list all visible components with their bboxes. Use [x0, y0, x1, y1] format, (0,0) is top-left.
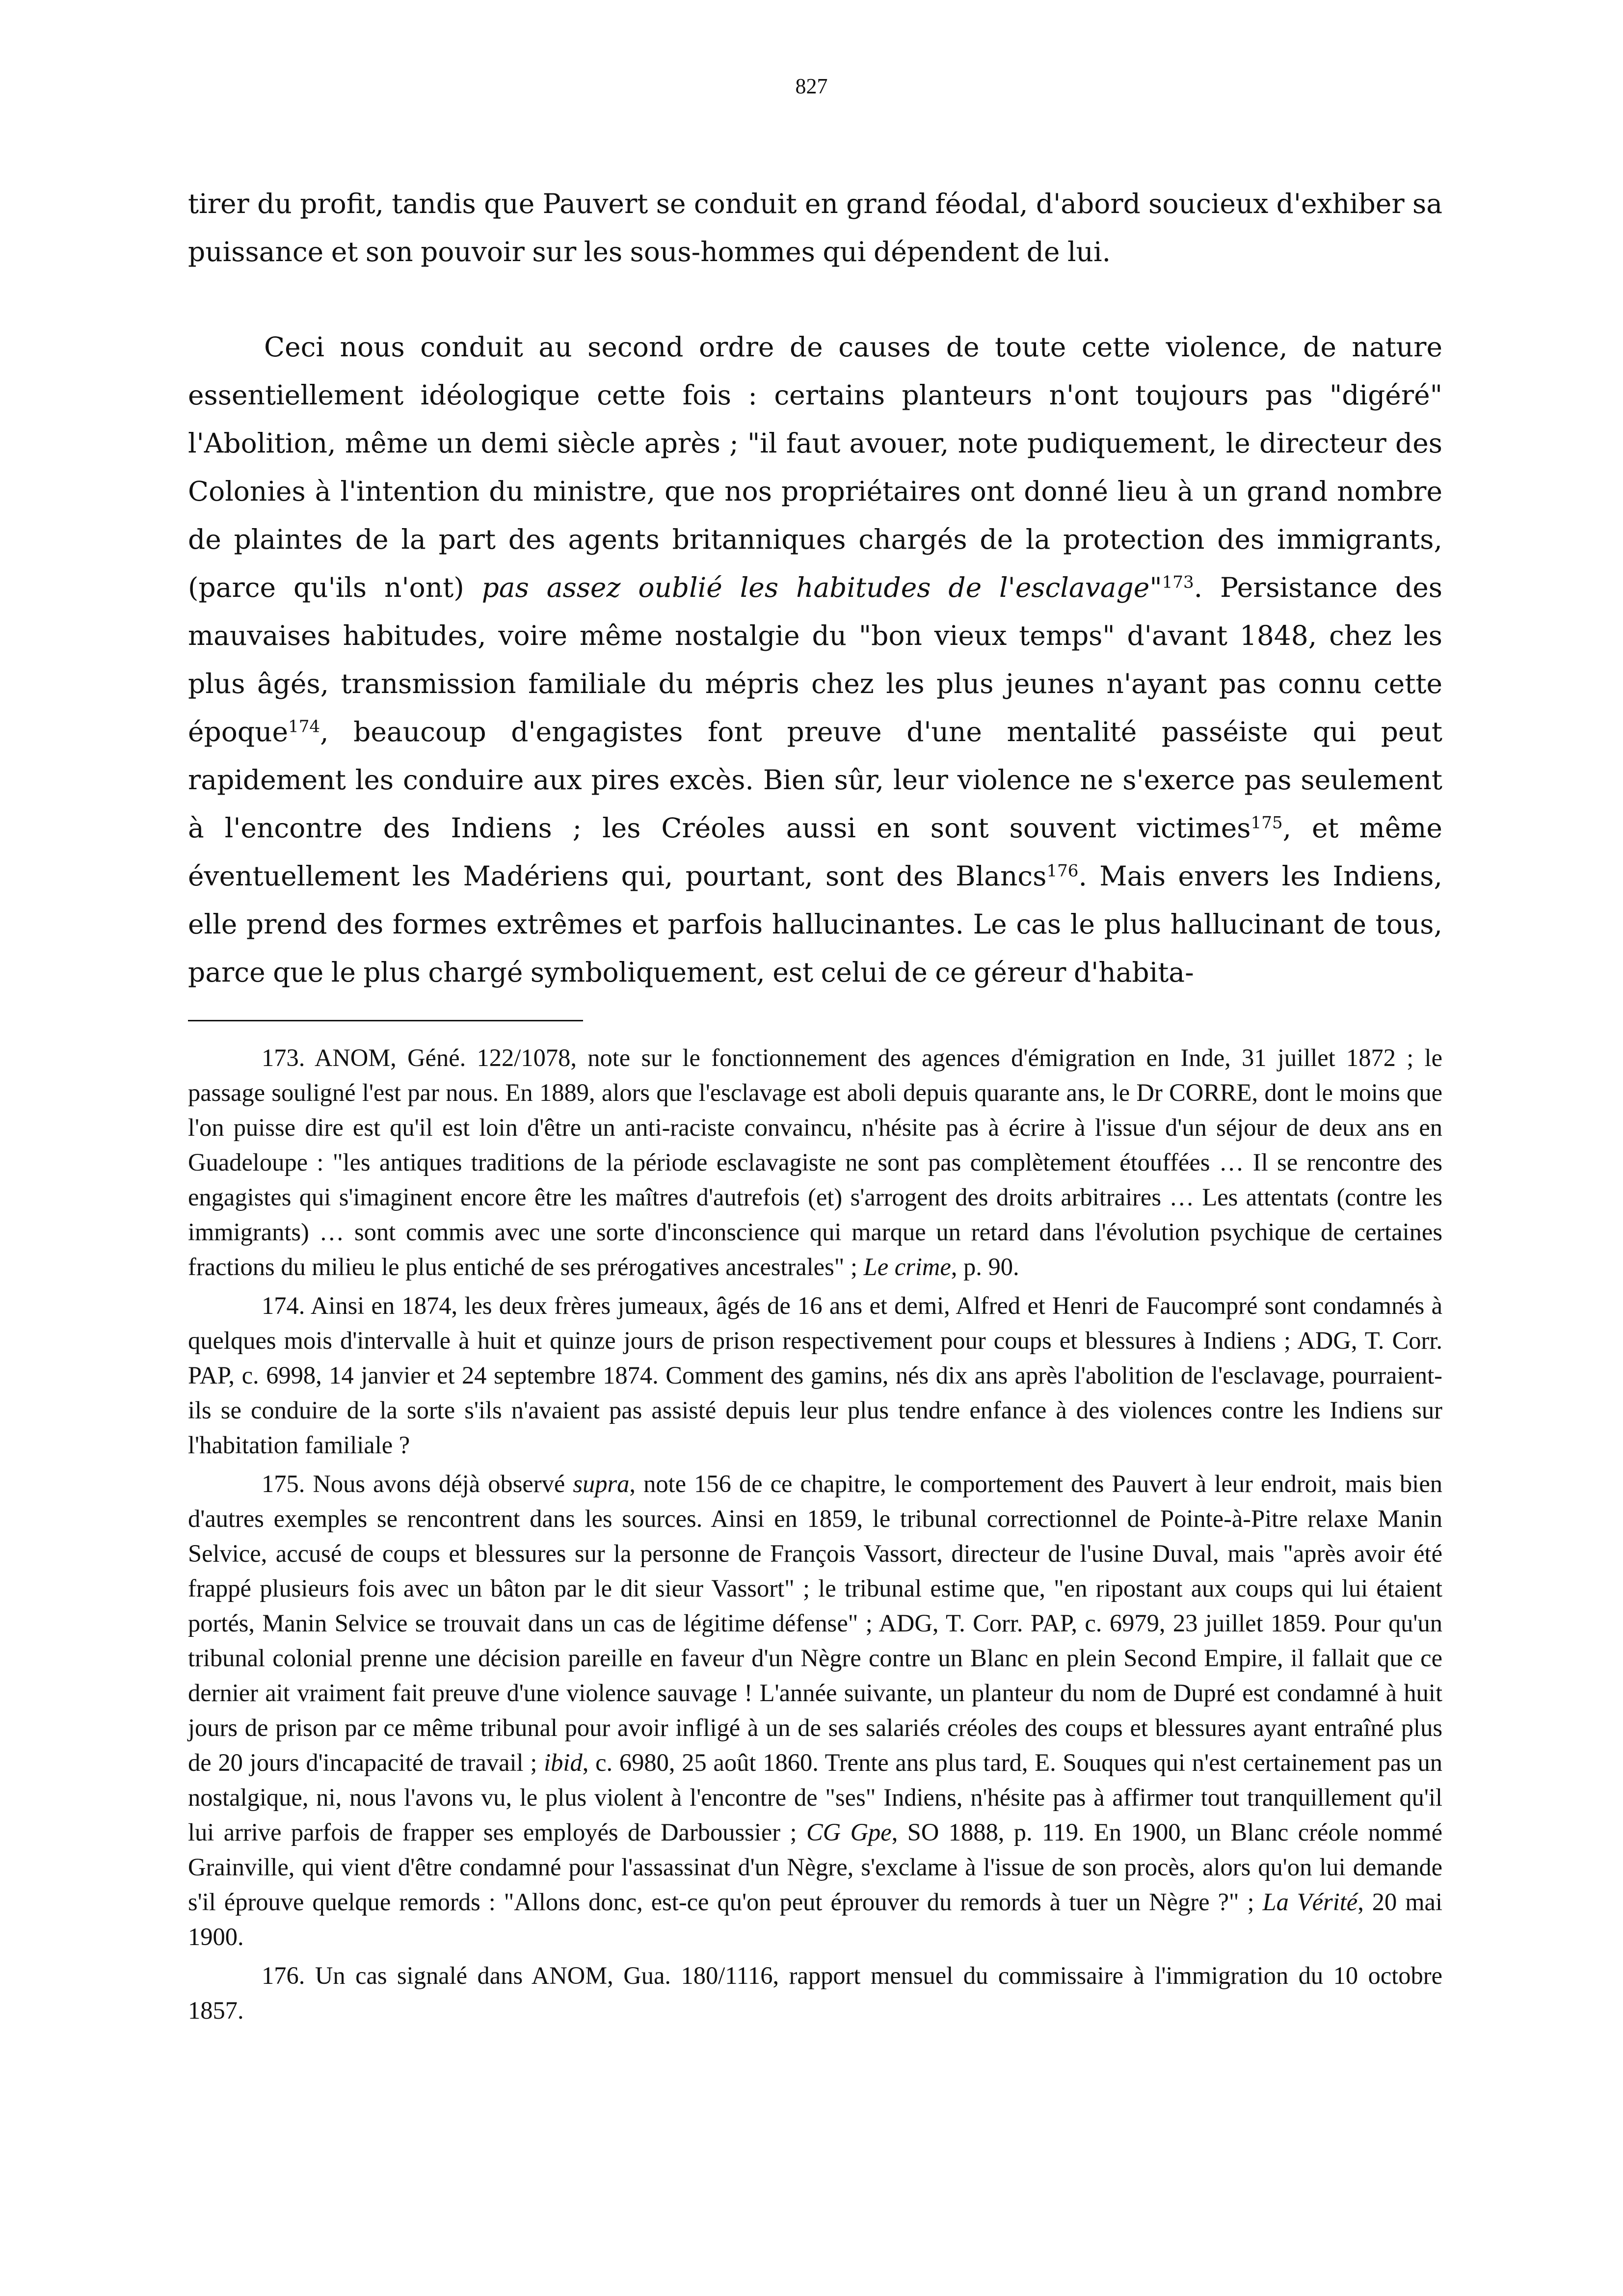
quoted-emphasis: pas assez oublié les habitudes de l'esclavage — [481, 572, 1150, 603]
source-title: CG Gpe — [806, 1818, 892, 1846]
paragraph-text: tirer du profit, tandis que Pauvert se conduit en grand féodal, d'abord soucieux d'exhiber sa puissance et son pouvoir sur les sous-hommes qui dépendent de lui. — [188, 188, 1442, 267]
footnote-text: , p. 90. — [951, 1253, 1019, 1281]
footnote-174 — [188, 1288, 1442, 1463]
newspaper-title: La Vérité — [1262, 1888, 1358, 1916]
footnote-separator — [188, 1020, 583, 1021]
latin-term: supra — [573, 1470, 630, 1497]
paragraph-text: . Mais envers les Indiens, elle prend des formes extrêmes et parfois hallucinantes. Le cas le plus hallucinant de tous, parce que le plus chargé symboliquement, est celui de ce géreur d'habita- — [188, 860, 1442, 988]
footnote-173 — [188, 1041, 1442, 1284]
body-text — [188, 180, 1442, 996]
paragraph-text: . Persistance des mauvaises habitudes, voire même nostalgie du "bon vieux temps" d'avant 1848, chez les plus âgés, transmission familiale du mépris chez les plus jeunes n'ayant pas connu cette époque — [188, 572, 1443, 748]
page-number: 827 — [795, 74, 828, 98]
footnotes — [188, 1041, 1442, 2028]
footnote-176 — [188, 1958, 1442, 2028]
footnote-text: , 20 mai 1900. — [188, 1888, 1442, 1950]
footnote-ref-173: 173 — [1162, 572, 1194, 592]
closing-quote: " — [1149, 572, 1162, 603]
footnote-text: 173. ANOM, Géné. 122/1078, note sur le fonctionnement des agences d'émigration en Inde, 31 juillet 1872 ; le passage souligné l'est par nous. En 1889, alors que l'esclavage est aboli depuis quarante ans, le Dr CORRE, dont le moins que l'on puisse dire est qu'il est loin d'être un anti-raciste convaincu, n'hésite pas à écrire à l'issue d'un séjour de deux ans en Guadeloupe : "les antiques traditions de la période esclavagiste ne sont pas complètement étouffées … Il se rencontre des engagistes qui s'imaginent encore être les maîtres d'autrefois (et) s'arrogent des droits arbitraires … Les attentats (contre les immigrants) … sont commis avec une sorte d'inconscience qui marque un retard dans l'évolution psychique de certaines fractions du milieu le plus entiché de ses prérogatives ancestrales" ; — [188, 1044, 1442, 1281]
footnote-text: 174. Ainsi en 1874, les deux frères jumeaux, âgés de 16 ans et demi, Alfred et Henri de Faucompré sont condamnés à quelques mois d'intervalle à huit et quinze jours de prison respectivement pour coups et blessures à Indiens ; ADG, T. Corr. PAP, c. 6998, 14 janvier et 24 septembre 1874. Comment des gamins, nés dix ans après l'abolition de l'esclavage, pourraient-ils se conduire de la sorte s'ils n'avaient pas assisté depuis leur plus tendre enfance à des violences contre les Indiens sur l'habitation familiale ? — [188, 1292, 1442, 1459]
footnote-text: 175. Nous avons déjà observé — [262, 1470, 573, 1497]
book-title: Le crime — [863, 1253, 951, 1281]
footnote-ref-174: 174 — [288, 717, 320, 737]
footnote-text: , SO 1888, p. 119. En 1900, un Blanc créole nommé Grainville, qui vient d'être condamné pour l'assassinat d'un Nègre, s'exclame à l'issue de son procès, alors qu'on lui demande s'il éprouve quelque remords : "Allons donc, est-ce qu'on peut éprouver du remords à tuer un Nègre ?" ; — [188, 1818, 1442, 1916]
footnote-175 — [188, 1467, 1442, 1954]
paragraph-text: , et même éventuellement les Madériens qui, pourtant, sont des Blancs — [188, 812, 1442, 892]
footnote-ref-175: 175 — [1251, 813, 1283, 833]
paragraph-continuation — [188, 180, 1442, 276]
paragraph-causes — [188, 323, 1442, 996]
paragraph-text: Ceci nous conduit au second ordre de causes de toute cette violence, de nature essentiellement idéologique cette fois : certains planteurs n'ont toujours pas "digéré" l'Abolition, même un demi siècle après ; "il faut avouer, note pudiquement, le directeur des Colonies à l'intention du ministre, que nos propriétaires ont donné lieu à un grand nombre de plaintes de la part des agents britanniques chargés de la protection des immigrants, (parce qu'ils n'ont) — [188, 331, 1442, 603]
paragraph-text: , beaucoup d'engagistes font preuve d'une mentalité passéiste qui peut rapidement les conduire aux pires excès. Bien sûr, leur violence ne s'exerce pas seulement à l'encontre des Indiens ; les Créoles aussi en sont souvent victimes — [188, 716, 1442, 844]
latin-term: ibid — [544, 1749, 583, 1776]
footnote-ref-176: 176 — [1046, 861, 1079, 881]
footnote-text: 176. Un cas signalé dans ANOM, Gua. 180/1116, rapport mensuel du commissaire à l'immigration du 10 octobre 1857. — [188, 1962, 1442, 2024]
footnote-text: , note 156 de ce chapitre, le comportement des Pauvert à leur endroit, mais bien d'autres exemples se rencontrent dans les sources. Ainsi en 1859, le tribunal correctionnel de Pointe-à-Pitre relaxe Manin Selvice, accusé de coups et blessures sur la personne de François Vassort, directeur de l'usine Duval, mais "après avoir été frappé plusieurs fois avec un bâton par le dit sieur Vassort" ; le tribunal estime que, "en ripostant aux coups qui lui étaient portés, Manin Selvice se trouvait dans un cas de légitime défense" ; ADG, T. Corr. PAP, c. 6979, 23 juillet 1859. Pour qu'un tribunal colonial prenne une décision pareille en faveur d'un Nègre contre un Blanc en plein Second Empire, il fallait que ce dernier ait vraiment fait preuve d'une violence sauvage ! L'année suivante, un planteur du nom de Dupré est condamné à huit jours de prison par ce même tribunal pour avoir infligé à un de ses salariés créoles des coups et blessures ayant entraîné plus de 20 jours d'incapacité de travail ; — [188, 1470, 1442, 1776]
footnote-text: , c. 6980, 25 août 1860. Trente ans plus tard, E. Souques qui n'est certainement pas un nostalgique, ni, nous l'avons vu, le plus violent à l'encontre de "ses" Indiens, n'hésite pas à affirmer tout tranquillement qu'il lui arrive parfois de frapper ses employés de Darboussier ; — [188, 1749, 1443, 1846]
